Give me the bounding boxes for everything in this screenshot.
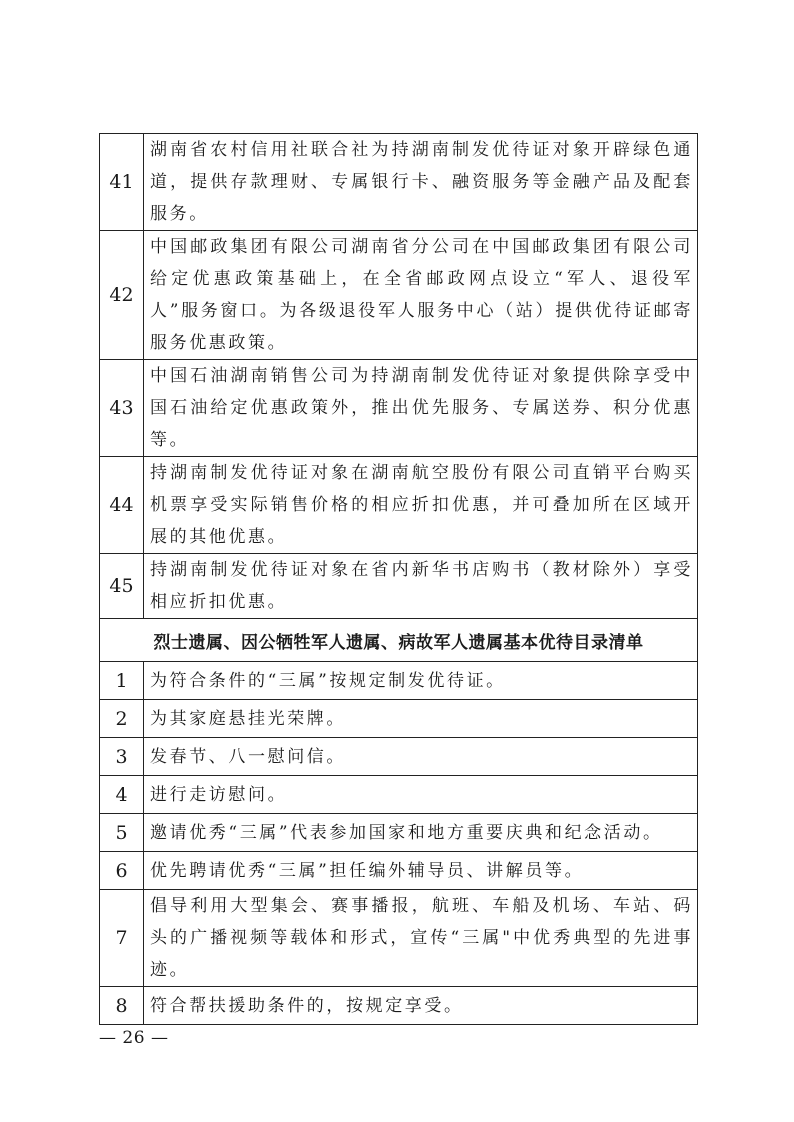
table-row — [100, 852, 698, 890]
row-text: 中国石油湖南销售公司为持湖南制发优待证对象提供除享受中国石油给定优惠政策外，推出优先服务、专属送券、积分优惠等。 — [144, 360, 698, 457]
row-number: 3 — [100, 738, 144, 776]
row-text: 进行走访慰问。 — [144, 776, 698, 814]
section-header-row — [100, 619, 698, 662]
row-number: 45 — [100, 554, 144, 619]
row-number: 44 — [100, 457, 144, 554]
row-text: 湖南省农村信用社联合社为持湖南制发优待证对象开辟绿色通道，提供存款理财、专属银行卡、融资服务等金融产品及配套服务。 — [144, 134, 698, 231]
row-number: 4 — [100, 776, 144, 814]
row-number: 41 — [100, 134, 144, 231]
row-number: 8 — [100, 987, 144, 1025]
row-text: 中国邮政集团有限公司湖南省分公司在中国邮政集团有限公司给定优惠政策基础上，在全省邮政网点设立“军人、退役军人”服务窗口。为各级退役军人服务中心（站）提供优待证邮寄服务优惠政策。 — [144, 231, 698, 360]
row-number: 2 — [100, 700, 144, 738]
table-row — [100, 987, 698, 1025]
benefits-table — [99, 133, 698, 1025]
row-text: 为其家庭悬挂光荣牌。 — [144, 700, 698, 738]
table-row — [100, 134, 698, 231]
table-row — [100, 554, 698, 619]
row-text: 为符合条件的“三属”按规定制发优待证。 — [144, 662, 698, 700]
row-text: 符合帮扶援助条件的，按规定享受。 — [144, 987, 698, 1025]
row-text: 优先聘请优秀“三属”担任编外辅导员、讲解员等。 — [144, 852, 698, 890]
section-title: 烈士遗属、因公牺牲军人遗属、病故军人遗属基本优待目录清单 — [100, 619, 698, 662]
row-number: 1 — [100, 662, 144, 700]
row-number: 42 — [100, 231, 144, 360]
row-text: 邀请优秀“三属”代表参加国家和地方重要庆典和纪念活动。 — [144, 814, 698, 852]
table-row — [100, 662, 698, 700]
table-row — [100, 457, 698, 554]
table-row — [100, 890, 698, 987]
row-text: 倡导利用大型集会、赛事播报，航班、车船及机场、车站、码头的广播视频等载体和形式，宣传“三属"中优秀典型的先进事迹。 — [144, 890, 698, 987]
table-row — [100, 738, 698, 776]
page-number: — 26 — — [99, 1028, 169, 1048]
row-text: 持湖南制发优待证对象在湖南航空股份有限公司直销平台购买机票享受实际销售价格的相应折扣优惠，并可叠加所在区域开展的其他优惠。 — [144, 457, 698, 554]
table-row — [100, 700, 698, 738]
table-row — [100, 814, 698, 852]
row-number: 6 — [100, 852, 144, 890]
row-number: 43 — [100, 360, 144, 457]
row-text: 发春节、八一慰问信。 — [144, 738, 698, 776]
row-number: 5 — [100, 814, 144, 852]
row-text: 持湖南制发优待证对象在省内新华书店购书（教材除外）享受相应折扣优惠。 — [144, 554, 698, 619]
table-row — [100, 360, 698, 457]
table-row — [100, 776, 698, 814]
row-number: 7 — [100, 890, 144, 987]
table-row — [100, 231, 698, 360]
